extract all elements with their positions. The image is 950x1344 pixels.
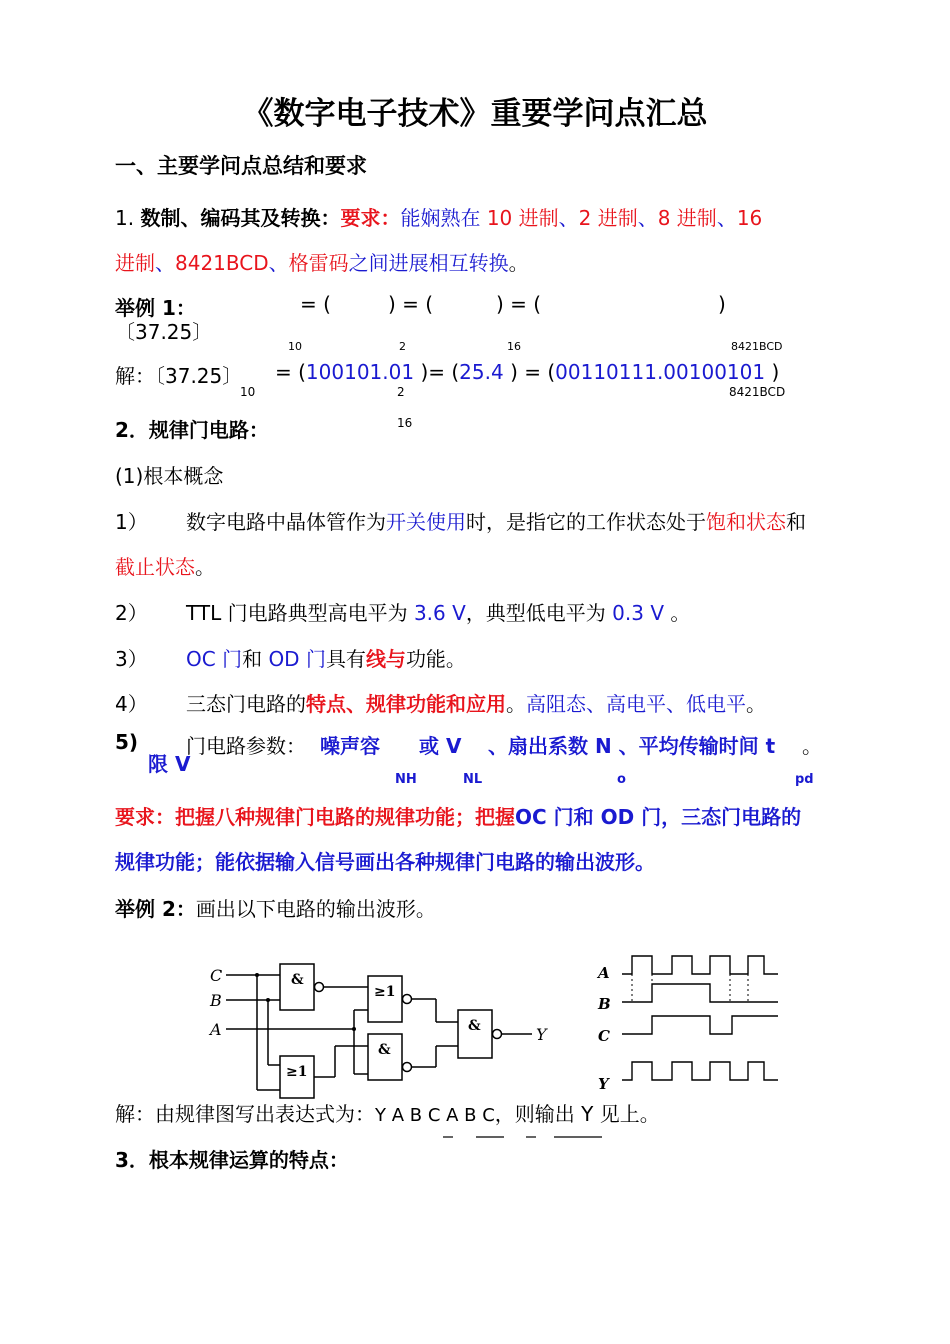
p1-switch: 开关使用 (386, 510, 466, 534)
example2-heading (115, 893, 436, 922)
answer-sub2: 2 (397, 385, 405, 399)
and-symbol: & (378, 1042, 391, 1058)
p3-od: OD 门 (268, 647, 326, 671)
item2-p5-or: 或 V (419, 734, 462, 758)
example1-expression: 〔37.25〕 (115, 320, 213, 344)
wave-label-y: Y (598, 1075, 609, 1093)
answer-close: ) (771, 360, 780, 384)
p1-period: 。 (195, 555, 215, 579)
p4-period: 。 (746, 692, 766, 716)
item2-p5-period: 。 (802, 734, 822, 758)
item1-sep: 、 (268, 251, 289, 275)
solution-expression: Y A B C A B C (375, 1105, 495, 1126)
item1-period: 。 (508, 251, 529, 275)
item1-line2 (115, 247, 529, 276)
wave-c (622, 1016, 778, 1034)
item2-p5-num: 5) (115, 730, 139, 754)
wave-y (622, 1062, 778, 1080)
item2-heading: 2．规律门电路： (115, 418, 269, 442)
p3-wired: 线与 (365, 647, 406, 671)
section-heading: 一、主要学问点总结和要求 (115, 154, 367, 178)
p1-and: 和 (786, 510, 806, 534)
p2-high: 3.6 V (413, 601, 466, 625)
wave-label-c: C (598, 1027, 610, 1045)
answer-label: 解：〔37.25〕 (115, 364, 243, 388)
answer-subbcd: 8421BCD (729, 385, 786, 399)
and-symbol: & (291, 972, 304, 988)
item2-p2 (186, 597, 690, 626)
item2-basic: (1)根本概念 (115, 464, 224, 488)
p2-period: 。 (670, 601, 691, 625)
example2-solution (115, 1098, 660, 1127)
logic-circuit-diagram (200, 950, 560, 1100)
p2-text: ，典型低电平为 (465, 601, 606, 625)
item1-heading: 数制、编码其及转换： (140, 206, 341, 230)
p4-period: 。 (506, 692, 526, 716)
answer-sub10: 10 (240, 385, 256, 399)
answer-eq: ) = ( (510, 360, 556, 384)
item1-conv: 之间进展相互转换 (348, 251, 509, 275)
item2-p5-limit: 限 V (148, 752, 191, 776)
example2-text: 画出以下电路的输出波形。 (195, 897, 436, 921)
item2-requirement (115, 801, 801, 830)
item1-bcd: 8421BCD (175, 251, 269, 275)
or-symbol: ≥1 (286, 1064, 308, 1080)
answer-binary: 100101.01 (305, 360, 415, 384)
item2-p1 (186, 506, 806, 535)
example1-subbcd: 8421BCD (731, 340, 783, 353)
item1-sep: 、 (558, 206, 579, 230)
p3-and: 和 (242, 647, 263, 671)
answer-bcd: 00110111.00100101 (555, 360, 766, 384)
p3-oc: OC 门 (186, 647, 243, 671)
p1-saturation: 饱和状态 (706, 510, 786, 534)
p3-text: 功能。 (405, 647, 466, 671)
item2-p5-params: 、扇出系数 N 、平均传输时间 t (488, 734, 776, 758)
p4-text: 三态门电路的 (186, 692, 306, 716)
example1-close1: ) = ( (388, 292, 434, 316)
sub-o: o (617, 772, 626, 787)
item1-bin: 2 进制 (578, 206, 638, 230)
and-symbol: & (468, 1018, 481, 1034)
item1-dec: 10 进制 (486, 206, 559, 230)
p1-cutoff: 截止状态 (115, 555, 195, 579)
item2-p5-label: 门电路参数： (186, 734, 306, 758)
answer-sub16: 16 (397, 416, 413, 430)
item2-p4-num: 4） (115, 692, 148, 716)
p3-text: 具有 (325, 647, 366, 671)
p4-features: 特点、规律功能和应用 (306, 692, 506, 716)
item2-p1-num: 1） (115, 510, 148, 534)
example1-sub10: 10 (288, 340, 302, 353)
wave-label-b: B (598, 995, 611, 1013)
p4-states: 高阻态、高电平、低电平 (526, 692, 746, 716)
wave-label-a: A (598, 964, 610, 982)
solution-text: ，则输出 (494, 1102, 575, 1126)
p2-low: 0.3 V (612, 601, 665, 625)
p1-text: 时，是指它的工作状态处于 (466, 510, 706, 534)
item1-oct: 8 进制 (657, 206, 717, 230)
item1-gray: 格雷码 (288, 251, 349, 275)
item1-line1 (115, 202, 762, 231)
p2-text: TTL 门电路典型高电平为 (186, 601, 408, 625)
output-label-y: Y (536, 1025, 547, 1044)
example2-label: 举例 2： (115, 897, 196, 921)
sub-nl: NL (463, 772, 483, 787)
item2-p3 (186, 643, 466, 672)
answer-eq: )= ( (420, 360, 460, 384)
sub-pd: pd (795, 772, 814, 787)
input-label-b: B (210, 991, 222, 1010)
input-label-a: A (210, 1020, 222, 1039)
wave-b (622, 984, 778, 1002)
example1-sub16: 16 (507, 340, 521, 353)
req-tristate: 门，三态门电路的 (641, 805, 802, 829)
item1-sep: 、 (716, 206, 737, 230)
item3-heading: 3．根本规律运算的特点： (115, 1148, 349, 1172)
example1-close2: ) = ( (496, 292, 542, 316)
item1-requirement-label: 要求： (340, 206, 401, 230)
waveform-diagram (592, 950, 792, 1100)
item2-p1-cont (115, 551, 215, 580)
example1-answer (115, 360, 242, 389)
sub-nh: NH (395, 772, 417, 787)
example1-sub2: 2 (399, 340, 406, 353)
input-label-c: C (210, 966, 223, 985)
p1-text: 数字电路中晶体管作为 (186, 510, 386, 534)
item2-p4 (186, 688, 766, 717)
solution-text: 见上。 (599, 1102, 660, 1126)
item1-sep: 、 (637, 206, 658, 230)
solution-overbars (440, 1132, 610, 1142)
item1-hex: 16 (736, 206, 763, 230)
item2-p2-num: 2） (115, 601, 148, 625)
solution-y: Y (581, 1102, 594, 1126)
example1-label: 举例 1： (115, 296, 196, 320)
example1-close3: ) (718, 292, 726, 316)
wave-a (622, 956, 778, 974)
page-title: 《数字电子技术》重要学问点汇总 (242, 96, 708, 132)
example1-eq: = ( (300, 292, 331, 316)
item1-sep: 、 (155, 251, 175, 275)
req-text: 要求：把握八种规律门电路的规律功能；把握 (115, 805, 515, 829)
answer-eq: = ( (275, 360, 306, 384)
req-oc-od: OC 门和 OD (515, 805, 635, 829)
item1-hex-cont: 进制 (115, 251, 155, 275)
item2-p3-num: 3） (115, 647, 148, 671)
solution-label: 解：由规律图写出表达式为： (115, 1102, 375, 1126)
or-symbol: ≥1 (374, 984, 396, 1000)
item2-p5-noise: 噪声容 (320, 734, 380, 758)
item1-text: 能娴熟在 (400, 206, 481, 230)
item1-num: 1. (115, 206, 135, 230)
item2-requirement-cont: 规律功能；能依据输入信号画出各种规律门电路的输出波形。 (115, 850, 655, 874)
example1-answer-values (275, 360, 779, 384)
answer-hex: 25.4 (459, 360, 504, 384)
